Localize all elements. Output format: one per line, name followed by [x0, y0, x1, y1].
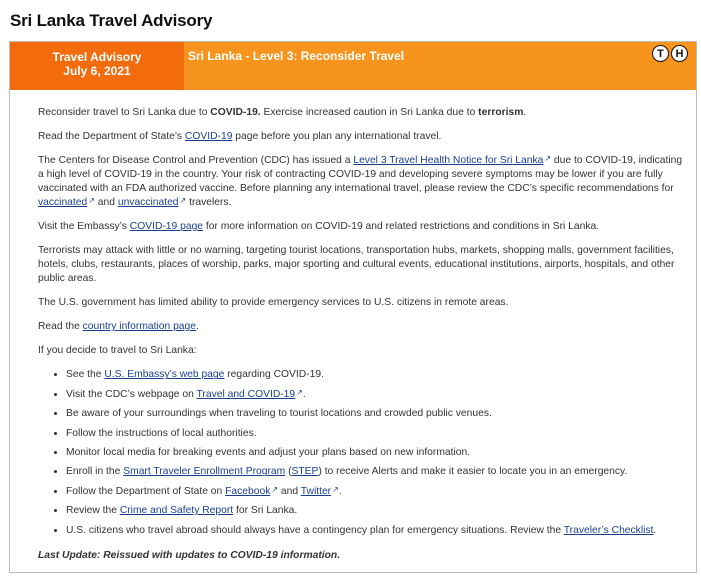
list-item — [66, 485, 683, 499]
text: . — [523, 107, 527, 118]
list-item — [66, 504, 683, 518]
last-update: Last Update: Reissued with updates to COVID-19 information. — [38, 550, 341, 562]
text: Exercise increased caution in Sri Lanka due to — [260, 107, 479, 118]
list-item: • Follow the instructions of local authorities. — [66, 427, 683, 441]
text: . — [653, 524, 657, 536]
text: Read the Department of State’s — [38, 131, 185, 143]
text: for Sri Lanka. — [233, 505, 298, 517]
paragraph-emergency-services: The U.S. government has limited ability to provide emergency services to U.S. citizens in remote areas. — [38, 296, 509, 308]
list-item — [66, 465, 683, 479]
text: and — [94, 196, 118, 208]
text: U.S. citizens who travel abroad should always have a contingency plan for emergency situations. Review the — [66, 524, 564, 536]
text: due to COVID-19, indicating a high level of COVID-19 in the country. Your risk of contracting COVID-19 and developing severe symptoms may be lower if you are fully vaccinated with an FDA authorized vaccine. Before planning any international travel, please review the CDC’s specific recommendations for — [38, 155, 683, 194]
paragraph-country-info — [38, 320, 683, 334]
text: Enroll in the — [66, 466, 124, 478]
text: page before you plan any international travel. — [232, 131, 442, 143]
step-program-link[interactable]: Smart Traveler Enrollment Program — [123, 466, 286, 478]
covid19-link[interactable]: COVID-19 — [184, 131, 233, 143]
terrorism-emphasis: terrorism — [478, 107, 524, 118]
advisory-date: July 6, 2021 — [63, 64, 131, 78]
health-indicator-h[interactable]: H — [671, 45, 688, 62]
unvaccinated-link[interactable]: unvaccinated — [117, 196, 179, 208]
external-link-icon: ↗ — [88, 195, 95, 205]
recommendations-list — [38, 368, 683, 537]
advisory-content — [38, 106, 683, 574]
paragraph-terrorism: Terrorists may attack with little or no warning, targeting tourist locations, transportation hubs, markets, shopping malls, government facilities, hotels, clubs, restaurants, places of worship, parks, major sporting and cultural events, educational institutions, airports, hospitals, and other public areas. — [38, 245, 675, 284]
risk-indicators — [652, 45, 688, 62]
list-item: • Be aware of your surroundings when traveling to tourist locations and crowded public venues. — [66, 407, 683, 421]
twitter-link[interactable]: Twitter — [300, 485, 332, 497]
external-link-icon: ↗ — [332, 484, 339, 494]
vaccinated-link[interactable]: vaccinated — [38, 196, 88, 208]
text: The Centers for Disease Control and Prevention (CDC) has issued a — [38, 155, 354, 167]
advisory-label: Travel Advisory — [52, 50, 142, 64]
text: . — [302, 388, 306, 400]
external-link-icon: ↗ — [544, 154, 552, 164]
text: . — [338, 485, 342, 497]
text: Visit the CDC’s webpage on — [66, 388, 197, 400]
text: for more information on COVID-19 and related restrictions and conditions in Sri Lanka. — [203, 220, 600, 232]
advisory-level: Sri Lanka - Level 3: Reconsider Travel — [188, 49, 405, 63]
text: Visit the Embassy’s — [38, 220, 130, 232]
advisory-banner — [10, 42, 696, 90]
text: Read the — [38, 321, 83, 333]
text: regarding COVID-19. — [224, 369, 324, 381]
text: . — [196, 321, 199, 333]
cdc-health-notice-link[interactable]: Level 3 Travel Health Notice for Sri Lanka — [353, 155, 544, 167]
advisory-date-panel — [10, 42, 184, 90]
text: and — [278, 485, 301, 497]
page-title: Sri Lanka Travel Advisory — [10, 11, 213, 30]
text: See the — [66, 369, 105, 381]
list-item — [66, 368, 683, 382]
advisory-level-panel — [184, 42, 696, 90]
text: Review the — [66, 505, 120, 517]
external-link-icon: ↗ — [271, 484, 279, 494]
advisory-box — [9, 41, 697, 573]
text: travelers. — [186, 196, 232, 208]
paragraph-state-covid — [38, 130, 683, 144]
covid-emphasis: COVID-19. — [210, 107, 261, 118]
external-link-icon: ↗ — [296, 387, 303, 397]
text: ( — [285, 466, 292, 478]
list-item — [66, 524, 683, 538]
travel-covid-link[interactable]: Travel and COVID-19 — [196, 388, 296, 400]
external-link-icon: ↗ — [179, 195, 187, 205]
embassy-web-page-link[interactable]: U.S. Embassy’s web page — [104, 369, 225, 381]
travelers-checklist-link[interactable]: Traveler’s Checklist — [563, 524, 654, 536]
paragraph-cdc — [38, 154, 683, 209]
text: Reconsider travel to Sri Lanka due to — [38, 107, 211, 118]
country-info-link[interactable]: country information page — [82, 321, 196, 333]
terrorism-indicator-t[interactable]: T — [652, 45, 669, 62]
step-link[interactable]: STEP — [291, 466, 319, 478]
list-item — [66, 388, 683, 402]
paragraph-embassy — [38, 220, 683, 234]
text: ) to receive Alerts and make it easier to locate you in an emergency. — [318, 466, 628, 478]
text: Follow the Department of State on — [66, 485, 226, 497]
paragraph-if-travel: If you decide to travel to Sri Lanka: — [38, 345, 197, 357]
crime-safety-report-link[interactable]: Crime and Safety Report — [119, 505, 234, 517]
embassy-covid-link[interactable]: COVID-19 page — [129, 220, 204, 232]
list-item: • Monitor local media for breaking events and adjust your plans based on new information. — [66, 446, 683, 460]
paragraph-summary — [38, 106, 683, 120]
facebook-link[interactable]: Facebook — [225, 485, 271, 497]
